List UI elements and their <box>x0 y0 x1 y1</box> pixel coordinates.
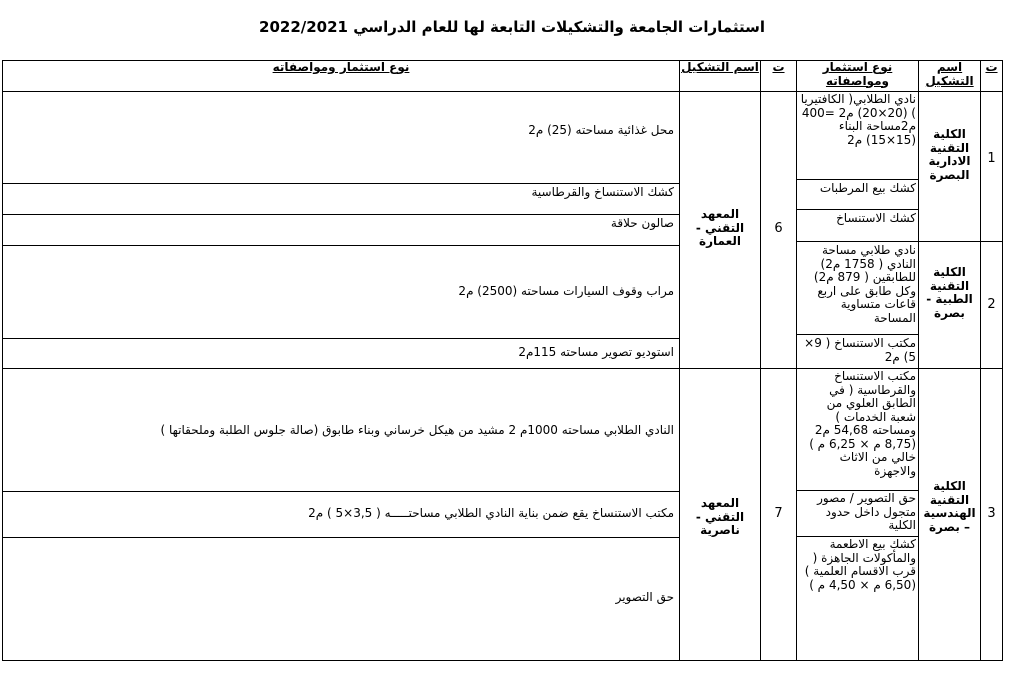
row-seq: 2 <box>987 298 996 312</box>
investment-item: حق التصوير <box>615 591 674 604</box>
row-seq: 1 <box>987 152 996 166</box>
row-seq: 3 <box>987 507 996 521</box>
investment-item: مكتب الاستنساخ ( 9× 5) م2 <box>804 337 916 364</box>
investment-item: النادي الطلابي مساحته 1000م 2 مشيد من هيكل خرساني وبناء طابوق (صالة جلوس الطلبة وملحقاتها ) <box>160 424 674 437</box>
page-title: استثمارات الجامعة والتشكيلات التابعة لها للعام الدراسي 2022/2021 <box>259 18 765 36</box>
header-formation-right: اسم التشكيل <box>925 61 974 88</box>
investment-item: كشك بيع المرطبات <box>819 182 916 195</box>
header-investment-left: نوع استثمار ومواصفاته <box>272 61 410 74</box>
investment-item: مكتب الاستنساخ والقرطاسية ( في الطابق العلوي من شعبة الخدمات ) ومساحته 54,68 م2 (8,75 م × 6,25 م ) خالي من الاثاث والاجهزة <box>809 370 916 478</box>
row-formation: الكلية التقنية الادارية البصرة <box>928 128 971 182</box>
row-seq: 7 <box>774 507 783 521</box>
investment-item: نادي طلابي مساحة النادي ( 1758 م2) للطابقين ( 879 م2) وكل طابق على اربع قاعات متساوية المساحة <box>813 244 916 325</box>
row-formation: الكلية التقنية الهندسية – بصرة <box>923 480 976 534</box>
row-formation: المعهد التقني - ناصرية <box>695 497 745 537</box>
investment-item: نادي الطلابي( الكافتيريا ) (20×20) م2 =400 م2مساحة البناء (15×15) م2 <box>800 93 916 147</box>
investment-item: مراب وقوف السيارات مساحته (2500) م2 <box>458 285 674 298</box>
investment-item: محل غذائية مساحته (25) م2 <box>528 124 674 137</box>
header-investment-right: نوع استثمار ومواصفاته <box>822 61 893 88</box>
investment-item: صالون حلاقة <box>610 217 674 230</box>
investment-item: مكتب الاستنساخ يقع ضمن بناية النادي الطلابي مساحتـــــه ( 3,5×5 ) م2 <box>308 507 674 520</box>
investment-item: حق التصوير / مصور متجول داخل حدود الكلية <box>817 492 916 532</box>
row-seq: 6 <box>774 222 783 236</box>
investment-item: كشك الاستنساخ <box>836 212 916 225</box>
row-formation: الكلية التقنية الطبية - بصرة <box>926 266 973 320</box>
investment-item: استوديو تصوير مساحته 115م2 <box>518 346 674 359</box>
investment-item: كشك الاستنساخ والقرطاسية <box>531 186 674 199</box>
row-formation: المعهد التقني - العمارة <box>695 208 745 248</box>
header-seq-left: ت <box>772 61 785 74</box>
header-formation-left: اسم التشكيل <box>681 61 759 74</box>
header-seq-right: ت <box>985 61 998 74</box>
investment-item: كشك بيع الاطعمة والمأكولات الجاهزة ( قرب الاقسام العلمية ) (6,50 م × 4,50 م ) <box>804 538 916 592</box>
